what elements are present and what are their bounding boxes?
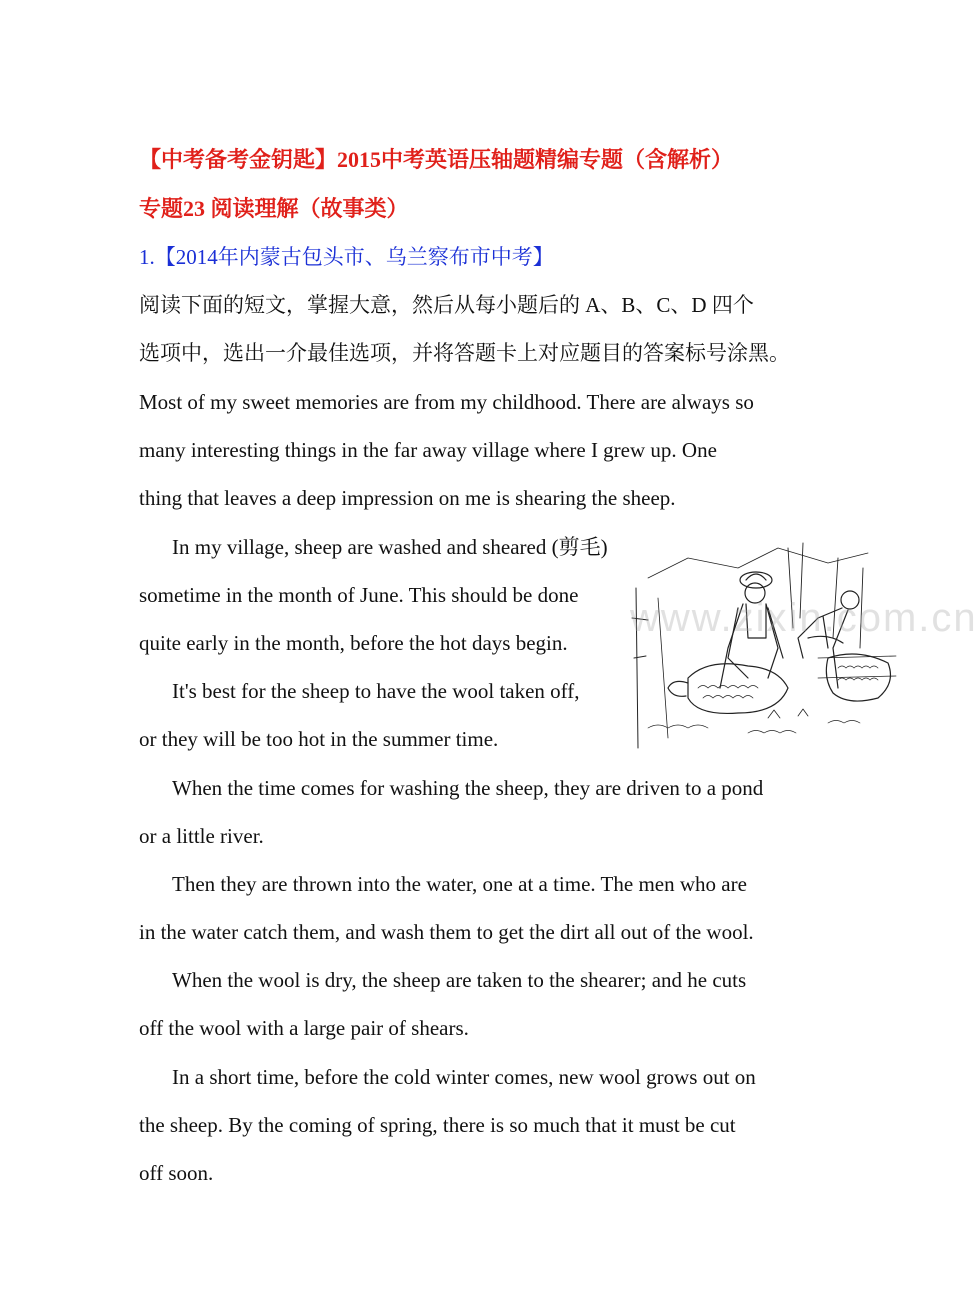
sheep-shearing-illustration — [628, 538, 898, 758]
passage-p7-line-3: off soon. — [139, 1161, 214, 1185]
passage-p4-line-2: or a little river. — [139, 824, 264, 848]
passage-p7-line-1: In a short time, before the cold winter comes, new wool grows out on — [172, 1065, 756, 1089]
passage-p1-line-3: thing that leaves a deep impression on me is shearing the sheep. — [139, 486, 676, 510]
topic-subtitle: 专题23 阅读理解（故事类） — [139, 196, 409, 221]
passage-p2-line-2: sometime in the month of June. This should be done — [139, 583, 579, 607]
passage-p2-line-1: In my village, sheep are washed and sheared (剪毛) — [172, 535, 608, 559]
passage-p7-line-2: the sheep. By the coming of spring, there is so much that it must be cut — [139, 1113, 736, 1137]
passage-p6-line-2: off the wool with a large pair of shears. — [139, 1016, 469, 1040]
passage-p6-line-1: When the wool is dry, the sheep are taken to the shearer; and he cuts — [172, 968, 747, 992]
passage-p2-line-3: quite early in the month, before the hot days begin. — [139, 631, 568, 655]
passage-p5-line-1: Then they are thrown into the water, one at a time. The men who are — [172, 872, 747, 896]
question-source: 1.【2014年内蒙古包头市、乌兰察布市中考】 — [139, 245, 554, 269]
instruction-line-2: 选项中，选出一介最佳选项，并将答题卡上对应题目的答案标号涂黑。 — [139, 341, 790, 365]
passage-p3-line-2: or they will be too hot in the summer time. — [139, 727, 499, 751]
document-title: 【中考备考金钥匙】2015中考英语压轴题精编专题（含解析） — [139, 147, 734, 172]
watermark: www.zixin.com.cn — [630, 596, 978, 640]
passage-p4-line-1: When the time comes for washing the sheep, they are driven to a pond — [172, 776, 764, 800]
passage-p5-line-2: in the water catch them, and wash them to get the dirt all out of the wool. — [139, 920, 754, 944]
passage-p3-line-1: It's best for the sheep to have the wool taken off, — [172, 679, 580, 703]
passage-p1-line-1: Most of my sweet memories are from my childhood. There are always so — [139, 390, 754, 414]
passage-p1-line-2: many interesting things in the far away village where I grew up. One — [139, 438, 717, 462]
instruction-line-1: 阅读下面的短文，掌握大意，然后从每小题后的 A、B、C、D 四个 — [139, 293, 754, 317]
